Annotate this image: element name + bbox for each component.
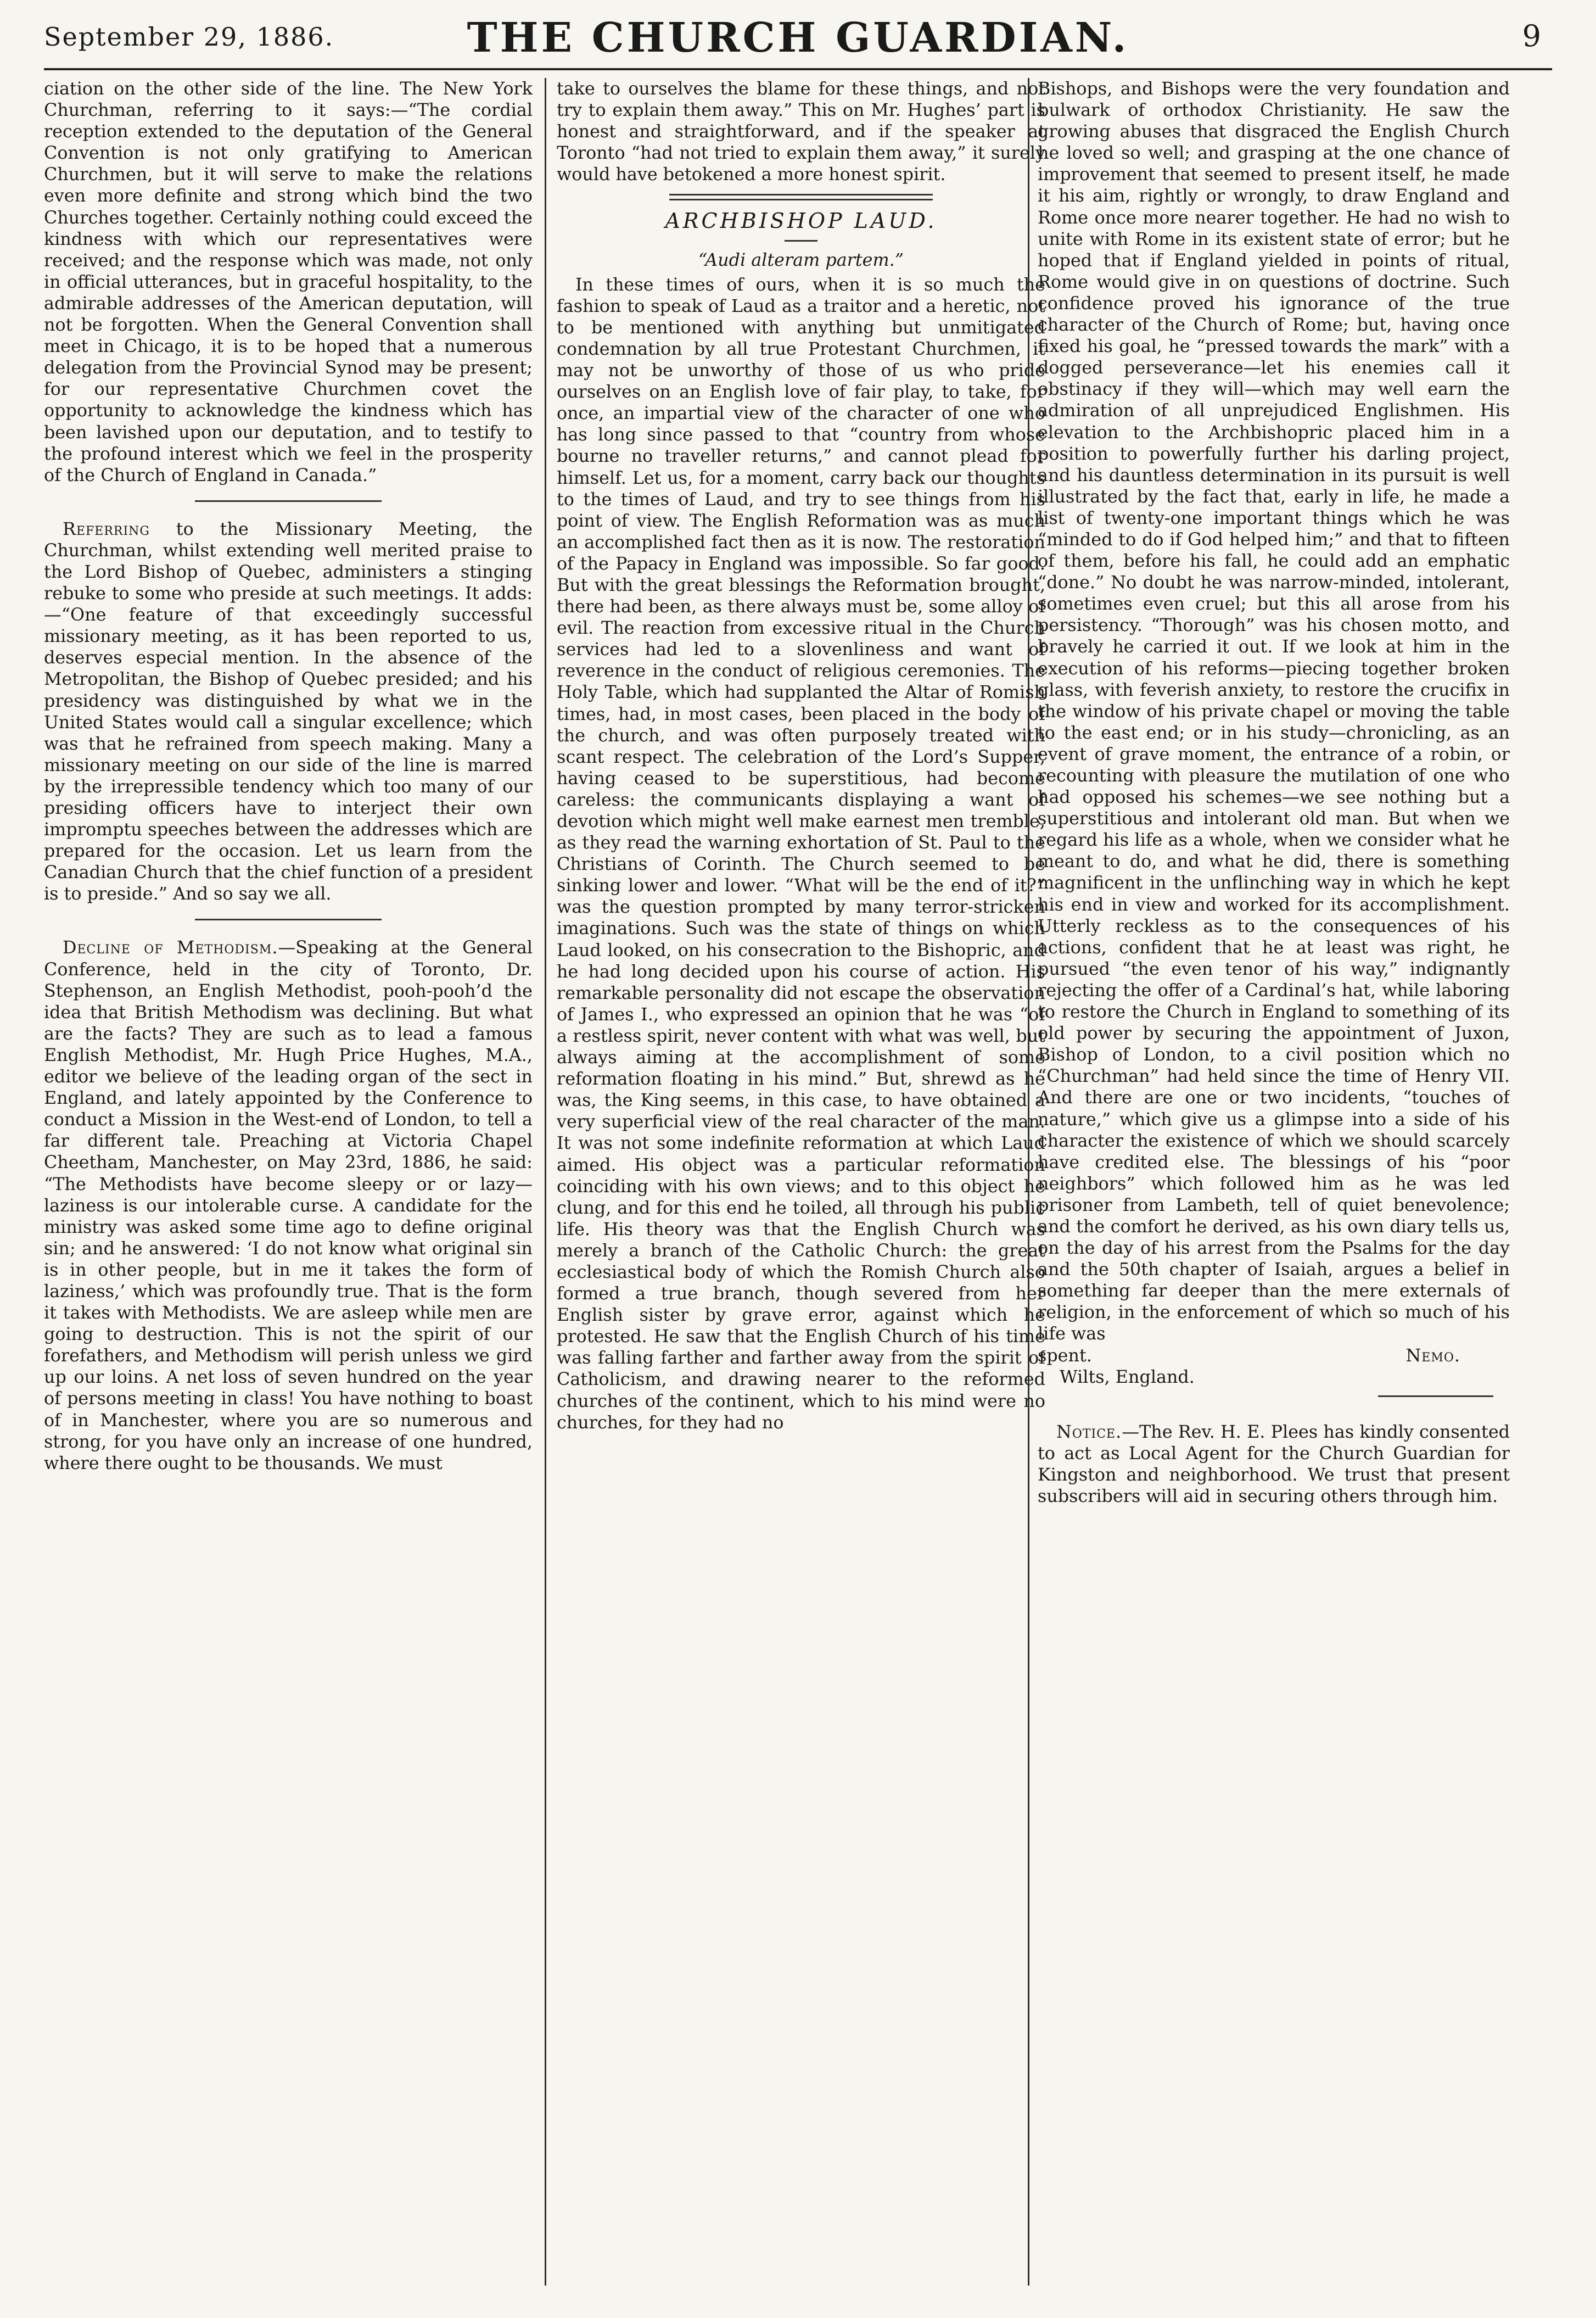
- section-rule: [195, 919, 382, 920]
- paragraph-text: to the Missionary Meeting, the Churchman, whilst extending well merited praise to the Lord Bishop of Quebec, administers a stinging rebuke to some who preside at such meetings. It adds:—“One feature of that exceedingly successful missionary meeting, as it has been reported to us, deserves especial mention. In the absence of the Metropolitan, the Bishop of Quebec presided; and his presidency was distinguished by what we in the United States would call a singular excellence; which was that he refrained from speech making. Many a missionary meeting on our side of the line is marred by the irrepressible tendency which too many of our presiding officers have to interject their own impromptu speeches between the addresses which are prepared for the occasion. Let us learn from the Canadian Church that the chief function of a president is to preside.” And so say we all.: [44, 518, 533, 904]
- masthead-rule: [44, 68, 1552, 70]
- paragraph-churchman-quote: ciation on the other side of the line. The New York Churchman, referring to it says:—“The cordial reception extended to the deputation of the General Convention is not only gratifying to American Churchmen, but it will serve to make the relations even more definite and strong which bind the two Churches together. Certainly nothing could exceed the kindness with which our representatives were received; and the response which was made, not only in official utterances, but in graceful hospitality, to the admirable addresses of the American deputation, will not be forgotten. When the General Convention shall meet in Chicago, it is to be hoped that a numerous delegation from the Provincial Synod may be present; for our representative Churchmen covet the opportunity to acknowledge the kindness which has been lavished upon our deputation, and to testify to the profound interest which we feel in the prosperity of the Church of England in Canada.”: [44, 79, 533, 485]
- notice-text: —The Rev. H. E. Plees has kindly consented to act as Local Agent for the Church Guardian for Kingston and neighborhood. We trust that present subscribers will aid in securing others through him.: [1038, 1421, 1510, 1506]
- column-3: [1038, 78, 1510, 2297]
- masthead: [44, 7, 1552, 72]
- column-divider: [545, 78, 546, 2286]
- paragraph-decline-of-methodism: [44, 937, 533, 1473]
- issue-date: September 29, 1886.: [44, 22, 334, 52]
- paragraph-laud-continued: Bishops, and Bishops were the very foundation and bulwark of orthodox Christianity. He saw the growing abuses that disgraced the English Church he loved so well; and grasping at the one chance of improvement that seemed to present itself, he made it his aim, rightly or wrongly, to draw England and Rome once more nearer together. He had no wish to unite with Rome in its existent state of error; but he hoped that if England yielded in points of ritual, Rome would give in on questions of doctrine. Such confidence proved his ignorance of the true character of the Church of Rome; but, having once fixed his goal, he “pressed towards the mark” with a dogged perseverance—let his enemies call it obstinacy if they will—which may well earn the admiration of all unprejudiced Englishmen. His elevation to the Archbishopric placed him in a position to powerfully further his darling project, and his dauntless determination in its pursuit is well illustrated by the fact that, early in life, he made a list of twenty-one important things which he was “minded to do if God helped him;” and that to fifteen of them, before his fall, he could add an emphatic “done.” No doubt he was narrow-minded, intolerant, sometimes even cruel; but this all arose from his persistency. “Thorough” was his chosen motto, and bravely he carried it out. If we look at him in the execution of his reforms—piecing together broken glass, with feverish anxiety, to restore the crucifix in the window of his private chapel or moving the table to the east end; or in his study—chronicling, as an event of grave moment, the entrance of a robin, or recounting with pleasure the mutilation of one who had opposed his schemes—we see nothing but a superstitious and intolerant old man. But when we regard his life as a whole, when we consider what he meant to do, and what he did, there is something magnificent in the unflinching way in which he kept his end in view and worked for its accomplishment. Utterly reckless as to the consequences of his actions, confident that he at least was right, he pursued “the even tenor of his way,” indignantly rejecting the offer of a Cardinal’s hat, while laboring to restore the Church in England to something of its old power by securing the appointment of Juxon, Bishop of London, to a civil position which no “Churchman” had held since the time of Henry VII. And there are one or two incidents, “touches of nature,” which give us a glimpse into a side of his character the existence of which we should scarcely have credited else. The blessings of his “poor neighbors” which followed him as he was led prisoner from Lambeth, tell of quiet benevolence; and the comfort he derived, as his own diary tells us, on the day of his arrest from the Psalms for the day and the 50th chapter of Isaiah, argues a belief in something far deeper than the mere externals of religion, in the enforcement of which so much of his life was: [1038, 79, 1510, 1344]
- newspaper-title: THE CHURCH GUARDIAN.: [467, 14, 1129, 62]
- signature-line: [1038, 1345, 1510, 1366]
- lead-heading: Decline of Methodism.: [63, 937, 278, 958]
- heading-rule: [785, 240, 817, 242]
- author-signature: Nemo.: [1405, 1345, 1460, 1366]
- article-separator: [669, 194, 933, 200]
- lead-word: Referring: [63, 518, 150, 539]
- section-rule: [195, 500, 382, 502]
- paragraph-laud-article: In these times of ours, when it is so much the fashion to speak of Laud as a traitor and a heretic, not to be mentioned with anything but unmitigated condemnation by all true Protestant Churchmen, it may not be unworthy of those of us who pride ourselves on an English love of fair play, to take, for once, an impartial view of the character of one who has long since passed to that “country from whose bourne no traveller returns,” and cannot plead for himself. Let us, for a moment, carry back our thoughts to the times of Laud, and try to see things from his point of view. The English Reformation was as much an accomplished fact then as it is now. The restoration of the Papacy in England was impossible. So far good. But with the great blessings the Reformation brought, there had been, as there always must be, some alloy of evil. The reaction from excessive ritual in the Church services had led to a slovenliness and want of reverence in the conduct of religious ceremonies. The Holy Table, which had supplanted the Altar of Romish times, had, in most cases, been placed in the body of the church, and was often purposely treated with scant respect. The celebration of the Lord’s Supper, having ceased to be superstitious, had become careless: the communicants displaying a want of devotion which might well make earnest men tremble, as they read the warning exhortation of St. Paul to the Christians of Corinth. The Church seemed to be sinking lower and lower. “What will be the end of it?” was the question prompted by many terror-stricken imaginations. Such was the state of things on which Laud looked, on his consecration to the Bishopric, and he had long decided upon his course of action. His remarkable personality did not escape the observation of James I., who expressed an opinion that he was “of a restless spirit, never content with what was well, but always aiming at the accomplishment of some reformation floating in his mind.” But, shrewd as he was, the King seems, in this case, to have obtained a very superficial view of the real character of the man. It was not some indefinite reformation at which Laud aimed. His object was a particular reformation coinciding with his own views; and to this object he clung, and for this end he toiled, all through his public life. His theory was that the English Church was merely a branch of the Catholic Church: the great ecclesiastical body of which the Romish Church also formed a true branch, though severed from her English sister by grave error, against which he protested. He saw that the English Church of his time was falling farther and farther away from the spirit of Catholicism, and drawing nearer to the reformed churches of the continent, which to his mind were no churches, for they had no: [557, 274, 1045, 1433]
- article-heading: ARCHBISHOP LAUD.: [665, 209, 937, 233]
- paragraph-text: —Speaking at the General Conference, held in the city of Toronto, Dr. Stephenson, an English Methodist, pooh-pooh’d the idea that British Methodism was declining. But what are the facts? They are such as to lead a famous English Methodist, Mr. Hugh Price Hughes, M.A., editor we believe of the leading organ of the sect in England, and lately appointed by the Conference to conduct a Mission in the West-end of London, to tell a far different tale. Preaching at Victoria Chapel Cheetham, Manchester, on May 23rd, 1886, he said: “The Methodists have become sleepy or or lazy—laziness is our intolerable curse. A candidate for the ministry was asked some time ago to define original sin; and he answered: ‘I do not know what original sin is in other people, but in me it takes the form of laziness,’ which was profoundly true. That is the form it takes with Methodists. We are asleep while men are going to destruction. This is not the spirit of our forefathers, and Methodism will perish unless we gird up our loins. A net loss of seven hundred on the year of persons meeting in class! You have nothing to boast of in Manchester, where you are so numerous and strong, for you have only an increase of one hundred, where there ought to be thousands. We must: [44, 937, 533, 1473]
- column-2: [557, 78, 1045, 2297]
- paragraph-missionary-meeting: [44, 518, 533, 905]
- page-number: 9: [1522, 19, 1541, 53]
- article-motto: “Audi alteram partem.”: [698, 249, 904, 270]
- column-1: [44, 78, 533, 2297]
- paragraph-notice: [1038, 1421, 1510, 1507]
- paragraph-continuation: take to ourselves the blame for these things, and not try to explain them away.” This on Mr. Hughes’ part is honest and straightforward, and if the speaker at Toronto “had not tried to explain them away,” it surely would have betokened a more honest spirit.: [557, 79, 1045, 185]
- article-end-rule: [1378, 1395, 1493, 1397]
- signature-place: Wilts, England.: [1060, 1366, 1195, 1387]
- notice-lead: Notice.: [1056, 1421, 1122, 1442]
- closing-word: spent.: [1038, 1345, 1092, 1366]
